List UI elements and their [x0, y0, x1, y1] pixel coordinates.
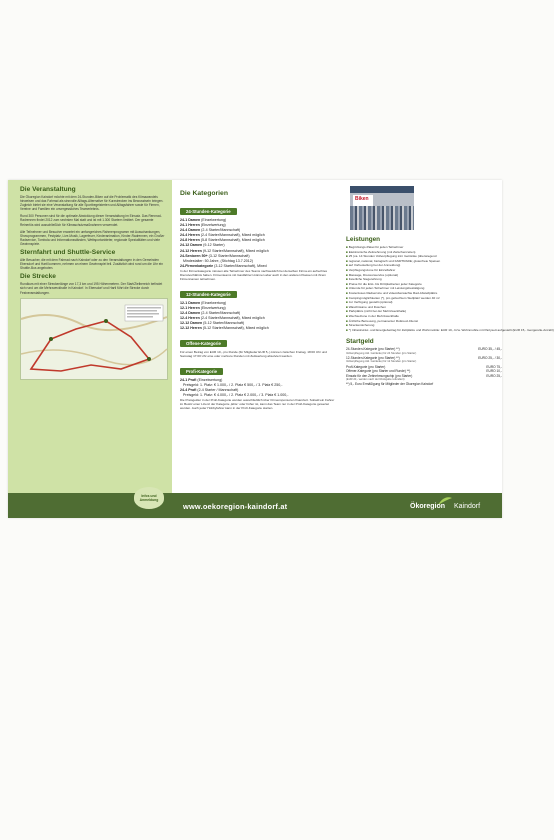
category-24h-list — [180, 218, 338, 269]
category-profi-row-note: (2-4 Starter / Mannschaft) — [196, 387, 239, 392]
veranstaltung-paragraph-2: Rund 300 Personen sind für die optimale Abwicklung dieser Veranstaltung im Einsatz. Das Rennrad-Radrennen findet 2012 zum sechsten Mal statt und ist mit 1.300 Startern limitiert. Der gesamte Reinerlös wird ausschließlich für Klimaschutzmaßnahmen verwendet. — [20, 214, 162, 227]
promo-crowd-image — [350, 206, 414, 230]
left-panel — [8, 180, 172, 493]
fee-label: **) 5,- Euro Ermäßigung für Mitglieder der Ökoregion Kaindorf — [346, 382, 434, 387]
veranstaltung-paragraph-3: Alle Teilnehmer und Besucher erwartet ein umfangreiches Rahmenprogramm mit Ausschankungen, Showprogrammen, Festplatz, Live-Musik, Lagerfeuer, Kinderanimation, Kinder-Radrennen, ein Großer Radservice, Tombola und Informationsständen, Wettsportanbieter, regionale Spezialitäten und viele Gewinnspiele. — [20, 229, 165, 246]
promo-logo-text: Biken — [355, 196, 369, 202]
category-profi-row-note: Preisgeld: 1. Platz: € 1.000,- / 2. Platz € 500,- / 3. Platz € 250,- — [180, 382, 283, 387]
website-url[interactable]: www.oekoregion-kaindorf.at — [183, 502, 288, 511]
footer-band — [8, 493, 502, 518]
leistung-item: ■ regional, national, biologisch und FAIRTRADE; glutenfreie Speisen — [346, 259, 502, 264]
category-24h-row-name: 24-12 Damen — [180, 243, 203, 248]
category-profi-row-name: 24-4 Profi — [180, 387, 197, 392]
info-anmeldung-badge — [134, 487, 164, 509]
veranstaltung-paragraph-1: Die Ökoregion Kaindorf möchte mit dem 24-Stunden-Biken auf die Problematik des Klimawandels hinweisen und das Fahrrad als sinnvolle Alltags-Alternative für Kurzstrecken ins Bewusstsein bringen. Zugleich bietet sie eine Veranstaltung für alle Sportbegeisterten und Alltagsfahrer sowie für Firmen, Vereine und Familien ein unvergessliches Teamerlebnis. — [20, 195, 164, 212]
category-24h-row-note: (Einzelwertung) — [200, 218, 227, 222]
category-24h-row-note: (Einzelwertung) — [199, 223, 226, 228]
fee-item — [346, 347, 502, 355]
logo-text-kaindorf: Kaindorf — [454, 503, 481, 510]
category-24h-row-name: 24-Senioren 50+ — [180, 253, 208, 258]
fee-label: Offener-Kategorie (pro Starter und Runde) **) — [346, 369, 411, 374]
leistung-item: ■ zur Verfügung gestellt (optional) — [346, 300, 502, 305]
leistung-item: ■ Massage, Dressunservice (optional) — [346, 273, 502, 278]
leistung-item: ■ Parkplätze (nicht bei der Mehrzweckhalle) — [346, 309, 502, 314]
category-12h-row-name: 12-12 Damen — [180, 321, 203, 326]
fee-amount: EURO 10,- — [486, 369, 502, 374]
fee-item — [346, 382, 502, 386]
leistung-item: ■ Verpflegungszone für Einzelfahrer — [346, 268, 502, 273]
leistung-item: ■ Urkunde für jeden Teilnehmer mit Leistungsbestätigung — [346, 286, 502, 291]
startgeld-title: Startgeld — [346, 338, 374, 346]
leistung-item: ■ Elektronische Zeitnehmung (mit Zwischenzeiten) — [346, 250, 502, 255]
profi-kategorie-description: Die Preisgelder in der Profi-Kategorie werden ausschließlich über Firmensponsoren finanziert. Sobald ein Fahrer im Besitz einer Lizenz der Kategorie „Elite“ oder höher ist, kann das Team nur in der Profi-Kategorie gewertet werden. Auch jeder Hobbyfahrer kann in der Profi-Kategorie starten. — [180, 397, 335, 410]
leistung-item: ■ Streckensicherung — [346, 323, 502, 328]
fee-amount: EURO 25,- / 30,- — [478, 355, 502, 360]
firmenkategorie-description: In der Firmenkategorie müssen alle Teilnehmer des Teams nachweislich bei derselben Firma ein aufrechtes Dienstverhältnis haben. Firmenteams mit Gastfahrern können aber auch in den anderen Klassen mit ihrem Firmennamen teilnehmen. — [180, 268, 328, 281]
right-panel — [346, 180, 554, 387]
category-12h-row-name: 12-1 Herren — [180, 306, 200, 311]
category-24h-row-note: (2-4 Starter/Mannschaft) — [200, 228, 241, 233]
leistung-item: ■ Kostenloses Radservice und videoüberwachte Rad-Abstellplätze — [346, 291, 502, 296]
leistung-item: ■ Ärztliche Betreuung, permanenter Rotkreuz-Dienst — [346, 319, 502, 324]
category-24h-row-note: (3-12 Starter/Mannschaft), Mixed — [213, 263, 267, 268]
category-profi-row-note: Preisgeld: 1. Platz: € 4.000,- / 2. Platz € 2.000,- / 3. Platz € 1.000,- — [180, 392, 289, 397]
category-24h-row-name: 24-1 Herren — [180, 223, 200, 228]
fee-sublabel: (EUR 20,- werden nach der Rückgabe refundiert) — [346, 377, 405, 381]
fee-sublabel: Vollverpflegung inkl. Getränke) für 12 Stunden (pro Starter) — [346, 360, 417, 364]
category-bar-profi: Profi-Kategorie — [180, 368, 223, 375]
fee-amount: EURO 35,- / 45,- — [478, 347, 502, 352]
leistung-item: ■ Wechselzone in der Mehrzweckhalle — [346, 314, 502, 319]
leistung-item: ■ Waschräume und Duschen — [346, 305, 502, 310]
fee-label: Einsatz für den Zeitnehmungschip (pro Starter) — [346, 373, 413, 378]
strecke-paragraph: Rundkurs mit einer Streckenlänge von 17,3 km und 195 Höhenmetern. Der Start/Zielbereich befindet sich rund um die Mehrzweckhalle in Kaindorf. In Ebersdorf und Hartl führt die Strecke durch Festveranstaltungen. — [20, 282, 163, 295]
category-bar-offen: Offene-Kategorie — [180, 340, 227, 347]
route-map — [20, 298, 168, 380]
leistung-item: ■ Campingmöglichkeiten (*), pro gebuchtem Stellplatz werden 40 m² — [346, 296, 502, 301]
categories-panel — [180, 180, 338, 412]
fee-amount: EURO 75,- — [486, 364, 502, 369]
leistungen-title: Leistungen — [346, 236, 381, 243]
category-12h-row-name: 12-1 Damen — [180, 300, 201, 305]
category-12h-row-note: (2-4 Starter/Mannschaft) — [200, 311, 241, 316]
fee-label: 24-Stunden-Kategorie (pro Starter) **) — [346, 347, 400, 352]
offene-kategorie-description: Für einen Betrag von EUR 10,- pro Runde (für Mitglieder EUR 5,-) können zwischen Freitag, 18:00 Uhr und Samstag 17:00 Uhr eine oder mehrere Runden mit Zeitwertung absolviert werden. — [180, 349, 327, 358]
category-24h-row-name: 24-4 Herren — [180, 233, 200, 238]
info-badge-line-2: Anmeldung — [139, 498, 159, 502]
leistung-item: ■ 25 (ca. 14 Stunden Vollverpflegung inkl. Getränke (überwiegend — [346, 254, 502, 259]
section-title-sternfahrt: Sternfahrt und Shuttle-Service — [20, 249, 116, 257]
category-12h-row-name: 12-12 Herren — [180, 326, 202, 331]
brochure-sheet — [8, 180, 554, 518]
leistung-item: ■ auf Vorbestellung bei der Anmeldung) — [346, 263, 502, 268]
category-12h-row-note: (Einzelwertung) — [199, 306, 226, 311]
category-12h-row-note: (5-12 Starter/Mannschaft), Mixed möglich — [201, 326, 269, 331]
category-24h-row-name: 24-12 Herren — [180, 248, 202, 253]
category-12h-list — [180, 301, 338, 332]
category-profi-row-note: (Einzelwertung) — [196, 377, 223, 382]
category-24h-row-note: (9-12 Starter) — [202, 243, 225, 248]
category-24h-row-note: (2-4 Starter/Mannschaft), Mixed möglich — [199, 233, 265, 238]
category-24h-row-note: (5-8 Starter/Mannschaft), Mixed möglich — [199, 238, 265, 243]
category-24h-row-note: (9-12 Starter/Mannschaft), Mixed möglich — [201, 248, 269, 253]
categories-title: Die Kategorien — [180, 190, 228, 197]
route-map-graphic — [21, 299, 167, 379]
fee-label: 12-Stunden-Kategorie (pro Starter) **) — [346, 355, 400, 360]
category-profi-row-name: 24-1 Profi — [180, 377, 197, 382]
section-title-strecke: Die Strecke — [20, 273, 56, 281]
category-24h-row-name: 24-8 Herren — [180, 238, 200, 243]
startgeld-list — [346, 347, 502, 386]
category-24h-row-note: (3-12 Starter/Mannschaft) — [207, 253, 250, 258]
category-profi-list — [180, 378, 338, 398]
category-24h-row-name: 24-1 Damen — [180, 218, 201, 222]
category-12h-row-note: (Einzelwertung) — [200, 300, 227, 305]
fee-amount: EURO 25,- — [486, 373, 502, 378]
category-12h-row-note: (2-4 Starter/Mannschaft), Mixed möglich — [199, 316, 265, 321]
category-12h-row-name: 12-4 Damen — [180, 311, 201, 316]
fee-item — [346, 356, 502, 364]
oekoregion-logo — [408, 497, 498, 515]
leistung-item: ■ Preise für die Erst- bis Drittplatzierten jeder Kategorie — [346, 282, 502, 287]
category-bar-24h: 24-Stunden-Kategorie — [180, 208, 237, 215]
category-24h-row-name: 24-4 Damen — [180, 228, 201, 233]
logo-text-oekoregion: Ökoregion — [410, 503, 446, 510]
promo-logo-tag — [353, 195, 373, 206]
category-12h-row-note: (5-12 Starter/Mannschaft) — [202, 321, 245, 326]
category-24h-row-note: Mindestalter: 50 Jahre, (Stichtag 13.7.2012) — [180, 258, 253, 263]
category-12h-row-name: 12-4 Herren — [180, 316, 200, 321]
category-12h-row — [180, 326, 338, 331]
section-title-veranstaltung: Die Veranstaltung — [20, 186, 76, 193]
promo-header-band — [350, 186, 414, 193]
leistung-item: ■ Begrüßungs-Paket für jeden Teilnehmer — [346, 245, 502, 250]
category-bar-12h: 12-Stunden-Kategorie — [180, 291, 237, 298]
sternfahrt-paragraph: Alle Besucher, die mit dem Fahrrad nach Kaindorf oder zu den Veranstaltungen in den Gemeinden Ebersdorf und Hartl kommen, nehmen an einem Gewinnspiel teil. Zusätzlich wird rund um die Uhr ein Shuttle-Bus angeboten. — [20, 258, 163, 271]
promo-photo — [350, 186, 414, 230]
info-badge-line-1: Infos und — [141, 494, 157, 498]
leistungen-list — [346, 245, 554, 332]
fee-sublabel: Vollverpflegung inkl. Getränke) für 24 Stunden (pro Starter) — [346, 351, 417, 355]
fee-label: Profi-Kategorie (pro Starter) — [346, 364, 386, 369]
category-24h-row-name: 24-Firmenkategorie — [180, 263, 214, 268]
fee-item — [346, 374, 502, 382]
leistung-item: ■ Feierliche Siegerehrung — [346, 277, 502, 282]
leistung-item: ■ *) Infrastruktur- und Energiebeitrag für Zeltplätze und Wohnmobile: EUR 10,- bzw. Wohnmobile mit Partysett aufgestellt (EUR 15,- Gengerelle-Anzahl) — [346, 328, 502, 333]
